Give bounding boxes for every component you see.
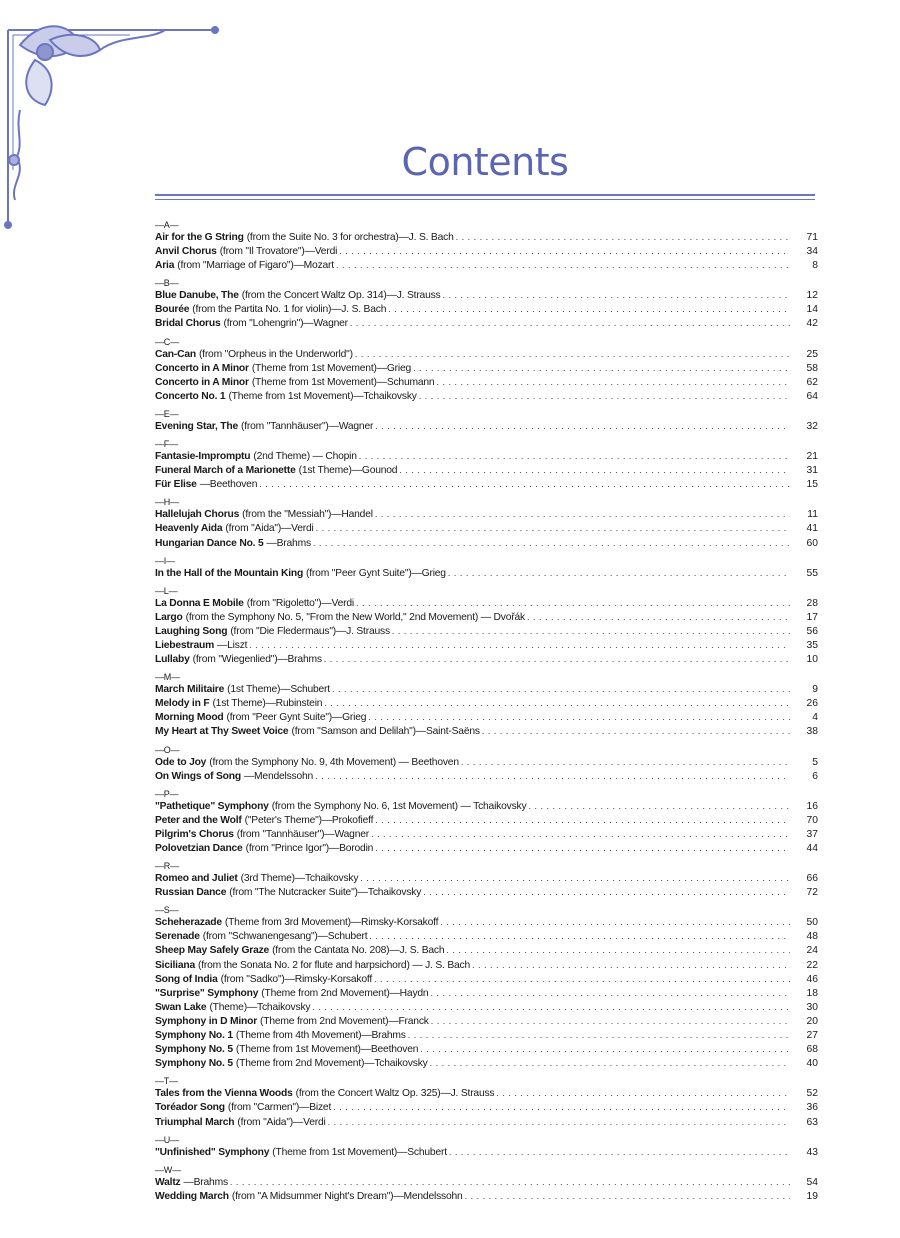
entry-title: Morning Mood [155, 712, 224, 724]
contents-section [155, 409, 818, 433]
entry-title: Pilgrim's Chorus [155, 828, 234, 840]
contents-entry [155, 929, 818, 943]
entry-title: Evening Star, The [155, 420, 239, 432]
entry-page-number: 27 [806, 1030, 818, 1042]
entry-title: Concerto in A Minor [155, 362, 249, 374]
entry-description: (from the Concert Waltz Op. 314)—J. Strauss [241, 290, 441, 302]
section-letter: —P— [155, 788, 179, 799]
contents-entry [155, 536, 818, 550]
entry-title: Ode to Joy [155, 756, 207, 768]
entry-description: (from the "Messiah")—Handel [242, 509, 373, 521]
contents-entry [155, 288, 818, 302]
entry-page-number: 5 [812, 756, 818, 768]
entry-description: (Theme from 1st Movement)—Tchaikovsky [228, 390, 417, 402]
dot-leader [330, 682, 790, 696]
entry-page-number: 15 [806, 479, 818, 491]
contents-section [155, 556, 818, 580]
section-letter: —B— [155, 278, 179, 289]
entry-page-number: 71 [806, 232, 818, 243]
entry-title: Peter and the Wolf [155, 814, 242, 826]
entry-title: Russian Dance [155, 887, 227, 899]
entry-description: (from the Symphony No. 9, 4th Movement) — Beethoven [209, 756, 459, 768]
entry-title: Liebestraum [155, 639, 215, 651]
entry-description: (from the Symphony No. 6, 1st Movement) — Tchaikovsky [271, 800, 527, 812]
dot-leader [337, 244, 790, 258]
dot-leader [525, 610, 790, 624]
entry-description: (Theme from 1st Movement)—Schumann [251, 376, 435, 388]
entry-page-number: 11 [807, 509, 818, 521]
entry-description: —Liszt [217, 639, 248, 651]
entry-description: —Beethoven [199, 479, 258, 491]
contents-section [155, 1076, 818, 1128]
entry-title: Scheherazade [155, 917, 222, 929]
entry-title: Heavenly Aida [155, 523, 223, 535]
entry-title: Waltz [155, 1176, 181, 1188]
entry-title: Bourée [155, 304, 190, 316]
dot-leader [406, 1028, 790, 1042]
dot-leader [434, 375, 790, 389]
contents-section [155, 439, 818, 491]
entry-page-number: 44 [806, 843, 818, 854]
contents-entry [155, 696, 818, 710]
section-letter: —R— [155, 861, 179, 872]
entry-description: (from "Lohengrin")—Wagner [223, 318, 348, 330]
entry-page-number: 55 [806, 567, 818, 579]
entry-title: Concerto No. 1 [155, 390, 226, 402]
entry-title: Largo [155, 611, 183, 623]
dot-leader [447, 1145, 790, 1159]
dot-leader [366, 710, 790, 724]
entry-title: Tales from the Vienna Woods [155, 1088, 293, 1100]
entry-page-number: 52 [806, 1088, 818, 1100]
dot-leader [417, 389, 790, 403]
contents-entry [155, 638, 818, 652]
entry-description: (from "Schwanengesang")—Schubert [202, 931, 368, 943]
entry-page-number: 36 [806, 1102, 818, 1114]
entry-page-number: 35 [806, 639, 818, 651]
dot-leader [373, 841, 790, 855]
entry-title: Polovetzian Dance [155, 843, 243, 854]
contents-entry [155, 871, 818, 885]
entry-title: Can-Can [155, 348, 196, 360]
contents-entry [155, 610, 818, 624]
entry-description: (Theme from 1st Movement)—Grieg [251, 362, 411, 374]
entry-description: (from the Concert Waltz Op. 325)—J. Strauss [295, 1088, 495, 1100]
entry-page-number: 62 [806, 376, 818, 388]
entry-page-number: 19 [806, 1190, 818, 1202]
entry-description: (from "Il Trovatore")—Verdi [219, 246, 338, 258]
entry-title: Sheep May Safely Graze [155, 945, 270, 957]
entry-description: ("Peter's Theme")—Prokofieff [244, 814, 374, 826]
dot-leader [314, 521, 790, 535]
entry-description: (1st Theme)—Rubinstein [212, 698, 323, 710]
dot-leader [313, 769, 790, 783]
entry-page-number: 70 [806, 814, 818, 826]
contents-entry [155, 943, 818, 957]
dot-leader [526, 799, 790, 813]
contents-entry [155, 347, 818, 361]
dot-leader [354, 596, 790, 610]
entry-title: Symphony No. 5 [155, 1044, 233, 1056]
contents-entry [155, 1100, 818, 1114]
entry-page-number: 31 [806, 465, 818, 477]
entry-description: (from the Symphony No. 5, "From the New World," 2nd Movement) — Dvořák [185, 611, 525, 623]
dot-leader [421, 885, 790, 899]
entry-page-number: 72 [806, 887, 818, 899]
section-letter: —L— [155, 585, 178, 596]
entry-description: (from "Tannhäuser")—Wagner [241, 420, 374, 432]
contents-entry [155, 1189, 818, 1203]
dot-leader [494, 1086, 790, 1100]
dot-leader [459, 755, 790, 769]
entry-title: "Surprise" Symphony [155, 987, 259, 999]
entry-title: Hallelujah Chorus [155, 509, 240, 521]
contents-entry [155, 885, 818, 899]
contents-entry [155, 449, 818, 463]
contents-entry [155, 986, 818, 1000]
entry-page-number: 42 [806, 318, 818, 330]
entry-title: Aria [155, 260, 175, 272]
section-letter: —H— [155, 497, 179, 508]
entry-title: Symphony No. 1 [155, 1030, 233, 1042]
dot-leader [428, 1056, 790, 1070]
contents-section [155, 745, 818, 783]
dot-leader [441, 288, 790, 302]
entry-description: (from "Tannhäuser")—Wagner [236, 828, 369, 840]
entry-page-number: 56 [806, 625, 818, 637]
entry-title: Air for the G String [155, 232, 244, 243]
entry-page-number: 38 [806, 726, 818, 738]
entry-description: (from "Aida")—Verdi [237, 1116, 326, 1128]
entry-page-number: 28 [806, 597, 818, 609]
section-letter: —E— [155, 408, 179, 419]
entry-title: Lullaby [155, 654, 190, 666]
contents-entry [155, 958, 818, 972]
dot-leader [373, 813, 790, 827]
entry-description: (from the Suite No. 3 for orchestra)—J. S. Bach [246, 232, 454, 243]
dot-leader [311, 536, 790, 550]
contents-section [155, 1165, 818, 1203]
section-letter: —A— [155, 220, 179, 230]
entry-title: Symphony in D Minor [155, 1015, 258, 1027]
entry-page-number: 58 [806, 362, 818, 374]
contents-entry [155, 1086, 818, 1100]
entry-page-number: 41 [806, 523, 818, 535]
entry-page-number: 8 [812, 260, 818, 272]
contents-entry [155, 389, 818, 403]
entry-page-number: 17 [806, 611, 818, 623]
entry-title: Swan Lake [155, 1001, 207, 1013]
entry-page-number: 63 [806, 1116, 818, 1128]
contents-section [155, 278, 818, 330]
dot-leader [353, 347, 790, 361]
contents-entry [155, 652, 818, 666]
section-letter: —F— [155, 439, 178, 450]
entry-title: Bridal Chorus [155, 318, 221, 330]
entry-description: (Theme from 3rd Movement)—Rimsky-Korsakoff [224, 917, 439, 929]
entry-description: (1st Theme)—Schubert [227, 684, 330, 696]
dot-leader [334, 258, 790, 272]
contents-section [155, 220, 818, 272]
entry-title: Symphony No. 5 [155, 1058, 233, 1070]
entry-description: (from "Orpheus in the Underworld") [198, 348, 353, 360]
entry-title: Melody in F [155, 698, 210, 710]
dot-leader [429, 1014, 790, 1028]
entry-description: (Theme from 4th Movement)—Brahms [235, 1030, 406, 1042]
contents-entry [155, 1145, 818, 1159]
entry-page-number: 4 [812, 712, 818, 724]
entry-page-number: 14 [806, 304, 818, 316]
entry-page-number: 54 [806, 1176, 818, 1188]
entry-page-number: 60 [806, 537, 818, 549]
entry-description: (from "Sadko")—Rimsky-Korsakoff [220, 973, 373, 985]
section-letter: —T— [155, 1076, 178, 1087]
section-letter: —W— [155, 1164, 181, 1175]
section-letter: —I— [155, 555, 175, 566]
section-letter: —C— [155, 336, 179, 347]
entry-description: (Theme)—Tchaikovsky [209, 1001, 311, 1013]
entry-description: (3rd Theme)—Tchaikovsky [240, 873, 359, 885]
dot-leader [418, 1042, 790, 1056]
entry-page-number: 64 [806, 390, 818, 402]
entry-title: Anvil Chorus [155, 246, 217, 258]
contents-entry [155, 972, 818, 986]
section-letter: —O— [155, 744, 180, 755]
entry-page-number: 24 [806, 945, 818, 957]
dot-leader [257, 477, 790, 491]
entry-description: (Theme from 2nd Movement)—Haydn [261, 987, 429, 999]
contents-entry [155, 596, 818, 610]
entry-description: —Mendelssohn [243, 770, 314, 782]
entry-description: (2nd Theme) — Chopin [253, 451, 357, 463]
contents-section [155, 905, 818, 1070]
dot-leader [369, 827, 790, 841]
contents-entry [155, 463, 818, 477]
dot-leader [397, 463, 790, 477]
entry-description: (1st Theme)—Gounod [298, 465, 398, 477]
entry-title: "Pathetique" Symphony [155, 800, 269, 812]
entry-description: (from "Rigoletto")—Verdi [246, 597, 354, 609]
contents-entry [155, 682, 818, 696]
contents-entry [155, 230, 818, 244]
contents-entry [155, 769, 818, 783]
dot-leader [428, 986, 790, 1000]
contents-entry [155, 1014, 818, 1028]
dot-leader [326, 1115, 790, 1129]
contents-entry [155, 477, 818, 491]
entry-title: Hungarian Dance No. 5 [155, 537, 264, 549]
entry-description: (from the Cantata No. 208)—J. S. Bach [272, 945, 445, 957]
entry-page-number: 18 [806, 987, 818, 999]
contents-entry [155, 419, 818, 433]
title-rule-thick [155, 194, 815, 196]
section-letter: —U— [155, 1134, 179, 1145]
entry-description: (from "The Nutcracker Suite")—Tchaikovsky [229, 887, 422, 899]
entry-page-number: 40 [806, 1058, 818, 1070]
entry-page-number: 46 [806, 973, 818, 985]
contents-entry [155, 361, 818, 375]
entry-title: Toréador Song [155, 1102, 225, 1114]
dot-leader [438, 915, 790, 929]
entry-title: March Militaire [155, 684, 225, 696]
entry-description: (from "Prince Igor")—Borodin [245, 843, 374, 854]
entry-page-number: 20 [806, 1015, 818, 1027]
contents-entry [155, 841, 818, 855]
entry-title: Triumphal March [155, 1116, 235, 1128]
entry-description: (Theme from 2nd Movement)—Franck [260, 1015, 429, 1027]
dot-leader [480, 724, 790, 738]
entry-title: Für Elise [155, 479, 197, 491]
entry-page-number: 48 [806, 931, 818, 943]
entry-page-number: 10 [806, 654, 818, 666]
entry-title: Fantasie-Impromptu [155, 451, 251, 463]
dot-leader [373, 507, 790, 521]
dot-leader [463, 1189, 790, 1203]
contents-section [155, 672, 818, 738]
entry-page-number: 16 [806, 800, 818, 812]
entry-title: Blue Danube, The [155, 290, 239, 302]
entry-description: (from "A Midsummer Night's Dream")—Mendelssohn [231, 1190, 463, 1202]
entry-description: (from "Peer Gynt Suite")—Grieg [306, 567, 446, 579]
entry-page-number: 32 [806, 420, 818, 432]
entry-title: Song of India [155, 973, 218, 985]
entry-description: (from "Carmen")—Bizet [227, 1102, 332, 1114]
entry-page-number: 9 [812, 684, 818, 696]
dot-leader [367, 929, 790, 943]
dot-leader [386, 302, 790, 316]
section-letter: —M— [155, 672, 180, 683]
dot-leader [411, 361, 790, 375]
entry-description: (from "Marriage of Figaro")—Mozart [177, 260, 334, 272]
dot-leader [373, 419, 790, 433]
entry-page-number: 37 [806, 828, 818, 840]
dot-leader [310, 1000, 790, 1014]
dot-leader [322, 696, 790, 710]
entry-page-number: 30 [806, 1001, 818, 1013]
dot-leader [331, 1100, 790, 1114]
dot-leader [390, 624, 790, 638]
contents-section [155, 497, 818, 549]
contents-entry [155, 316, 818, 330]
entry-description: —Brahms [266, 537, 311, 549]
entry-description: (from "Die Fledermaus")—J. Strauss [230, 625, 390, 637]
entry-page-number: 43 [806, 1146, 818, 1158]
contents-entry [155, 755, 818, 769]
dot-leader [228, 1175, 790, 1189]
entry-title: Laughing Song [155, 625, 228, 637]
contents-entry [155, 566, 818, 580]
entry-description: (from "Samson and Delilah")—Saint-Saëns [291, 726, 480, 738]
entry-description: —Brahms [183, 1176, 228, 1188]
dot-leader [348, 316, 790, 330]
entry-description: (from "Peer Gynt Suite")—Grieg [226, 712, 367, 724]
contents-entry [155, 624, 818, 638]
contents-entry [155, 799, 818, 813]
entry-title: Wedding March [155, 1190, 229, 1202]
entry-description: (from the Sonata No. 2 for flute and harpsichord) — J. S. Bach [197, 959, 471, 971]
entry-page-number: 25 [806, 348, 818, 360]
entry-title: In the Hall of the Mountain King [155, 567, 304, 579]
entry-description: (from "Wiegenlied")—Brahms [192, 654, 322, 666]
contents-entry [155, 710, 818, 724]
dot-leader [358, 871, 790, 885]
dot-leader [454, 230, 790, 244]
entry-description: (Theme from 1st Movement)—Schubert [272, 1146, 447, 1158]
entry-page-number: 34 [806, 246, 818, 258]
contents-entry [155, 813, 818, 827]
dot-leader [322, 652, 790, 666]
contents-entry [155, 1115, 818, 1129]
contents-section [155, 337, 818, 403]
entry-title: Serenade [155, 931, 200, 943]
contents-entry [155, 915, 818, 929]
dot-leader [357, 449, 790, 463]
contents-entry [155, 1028, 818, 1042]
contents-entry [155, 1042, 818, 1056]
title-rule-thin [155, 199, 815, 200]
entry-title: "Unfinished" Symphony [155, 1146, 270, 1158]
entry-title: Siciliana [155, 959, 195, 971]
entry-page-number: 12 [806, 290, 818, 302]
contents-entry [155, 375, 818, 389]
contents-entry [155, 1175, 818, 1189]
entry-title: Concerto in A Minor [155, 376, 249, 388]
entry-description: (Theme from 2nd Movement)—Tchaikovsky [235, 1058, 428, 1070]
contents-entry [155, 1000, 818, 1014]
section-letter: —S— [155, 905, 179, 916]
entry-page-number: 26 [806, 698, 818, 710]
page-title: Contents [401, 140, 569, 184]
dot-leader [470, 958, 790, 972]
contents-entry [155, 1056, 818, 1070]
contents-section [155, 789, 818, 855]
contents-entry [155, 521, 818, 535]
entry-title: La Donna E Mobile [155, 597, 244, 609]
contents-section [155, 586, 818, 666]
dot-leader [444, 943, 790, 957]
dot-leader [247, 638, 790, 652]
dot-leader [446, 566, 790, 580]
entry-page-number: 21 [806, 451, 818, 463]
entry-page-number: 50 [806, 917, 818, 929]
contents-entry [155, 244, 818, 258]
dot-leader [372, 972, 790, 986]
entry-page-number: 22 [806, 959, 818, 971]
contents-entry [155, 302, 818, 316]
entry-description: (from "Aida")—Verdi [225, 523, 314, 535]
entry-page-number: 68 [806, 1044, 818, 1056]
entry-page-number: 66 [806, 873, 818, 885]
entry-page-number: 6 [812, 770, 818, 782]
contents-entry [155, 258, 818, 272]
entry-title: On Wings of Song [155, 770, 241, 782]
contents-section [155, 861, 818, 899]
entry-description: (from the Partita No. 1 for violin)—J. S. Bach [192, 304, 387, 316]
entry-title: Romeo and Juliet [155, 873, 238, 885]
contents-entry [155, 507, 818, 521]
entry-title: My Heart at Thy Sweet Voice [155, 726, 289, 738]
contents-list [155, 220, 818, 1209]
entry-title: Funeral March of a Marionette [155, 465, 296, 477]
contents-section [155, 1135, 818, 1159]
contents-entry [155, 827, 818, 841]
entry-description: (Theme from 1st Movement)—Beethoven [235, 1044, 419, 1056]
contents-entry [155, 724, 818, 738]
